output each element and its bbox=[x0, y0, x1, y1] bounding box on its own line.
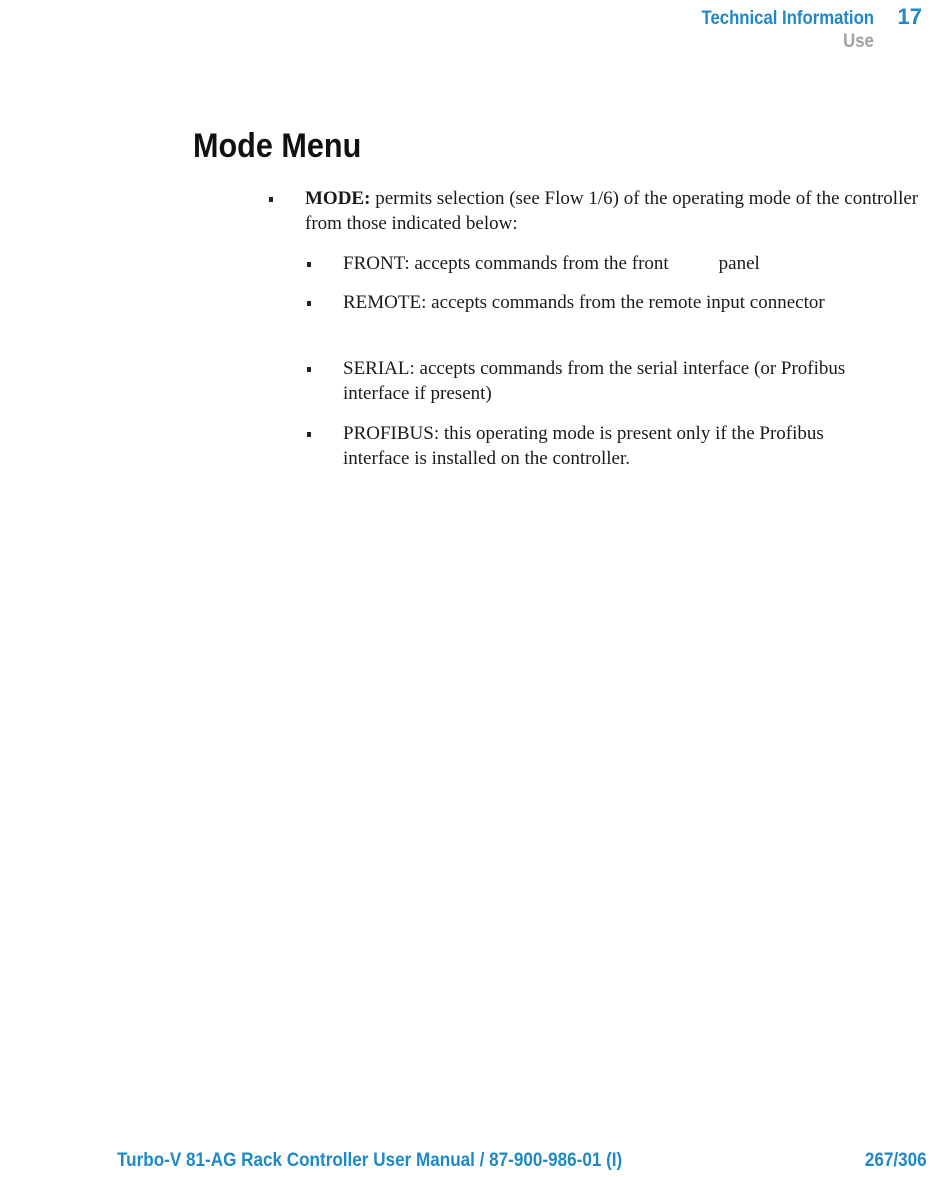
option-text-tail: panel bbox=[718, 253, 760, 274]
header-section-title: Technical Information bbox=[701, 8, 874, 29]
square-bullet-icon bbox=[269, 197, 273, 202]
header-chapter-number: 17 bbox=[897, 4, 922, 29]
option-text: FRONT: accepts commands from the front bbox=[343, 253, 669, 274]
footer-manual-title: Turbo-V 81-AG Rack Controller User Manual / 87-900-986-01 (I) bbox=[117, 1150, 623, 1171]
page-title: Mode Menu bbox=[193, 127, 362, 165]
square-bullet-icon bbox=[307, 262, 311, 267]
square-bullet-icon bbox=[307, 301, 311, 306]
list-item-front bbox=[343, 251, 903, 276]
list-item-profibus: PROFIBUS: this operating mode is present only if the Profibus interface is installed on the controller. bbox=[343, 423, 824, 469]
mode-label: MODE: bbox=[305, 188, 371, 209]
square-bullet-icon bbox=[307, 432, 311, 437]
square-bullet-icon bbox=[307, 367, 311, 372]
mode-text: permits selection (see Flow 1/6) of the operating mode of the controller from those indicated below: bbox=[305, 188, 919, 234]
footer-page-number: 267/306 bbox=[865, 1150, 927, 1171]
list-item-serial: SERIAL: accepts commands from the serial interface (or Profibus interface if present) bbox=[343, 358, 846, 404]
list-item-mode bbox=[305, 186, 945, 236]
header-subsection: Use bbox=[843, 31, 874, 52]
list-item-remote: REMOTE: accepts commands from the remote input connector bbox=[343, 292, 825, 313]
